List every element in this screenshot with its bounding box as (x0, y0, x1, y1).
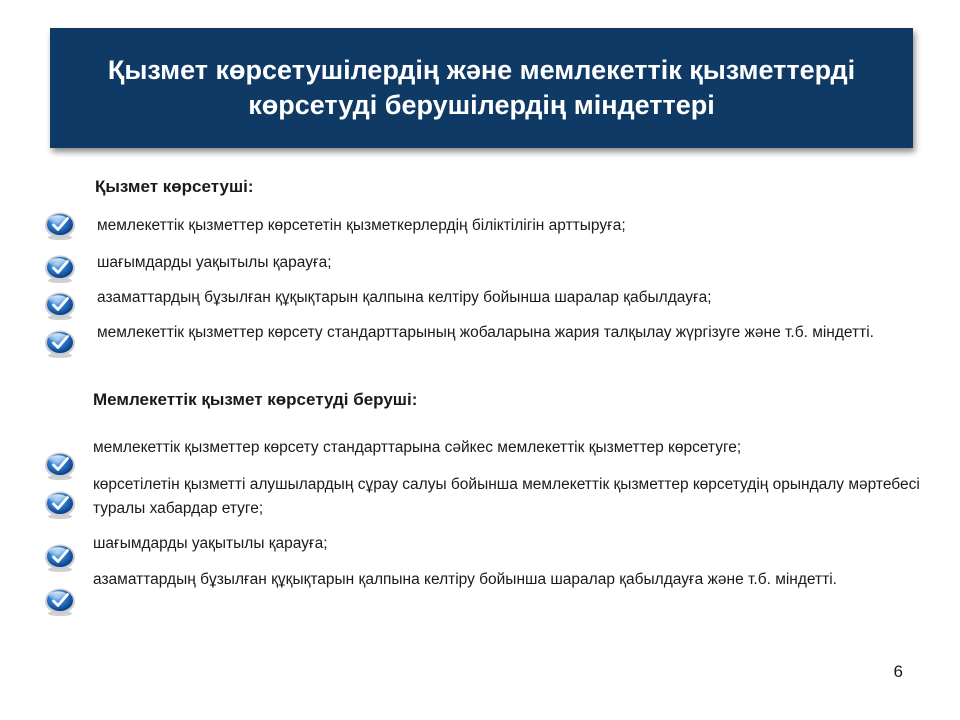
list-item: мемлекеттік қызметтер көрсету стандарттарына сәйкес мемлекеттік қызметтер көрсетуге; (93, 439, 742, 456)
list-item: азаматтардың бұзылған құқықтарын қалпына келтіру бойынша шаралар қабылдауға; (97, 289, 712, 306)
checkmark-icon (44, 289, 76, 321)
section-heading-service-provider: Қызмет көрсетуші: (95, 177, 254, 196)
list-item: шағымдарды уақытылы қарауға; (93, 535, 328, 552)
list-item: азаматтардың бұзылған құқықтарын қалпына келтіру бойынша шаралар қабылдауға және т.б. міндетті. (93, 571, 837, 588)
section-heading-provider-of-state-services: Мемлекеттік қызмет көрсетуді беруші: (93, 390, 418, 409)
checkmark-icon (44, 488, 76, 520)
title-banner (50, 28, 913, 148)
checkmark-icon (44, 585, 76, 617)
page-number: 6 (893, 662, 903, 681)
checkmark-icon (44, 209, 76, 241)
list-item: мемлекеттік қызметтер көрсету стандарттарының жобаларына жария талқылау жүргізуге және т.б. міндетті. (97, 324, 874, 341)
list-item: мемлекеттік қызметтер көрсететін қызметкерлердің біліктілігін арттыруға; (97, 217, 626, 234)
checkmark-icon (44, 327, 76, 359)
list-item: шағымдарды уақытылы қарауға; (97, 254, 332, 271)
slide-title: Қызмет көрсетушілердің және мемлекеттік қызметтерді көрсетуді берушілердің міндеттері (107, 55, 856, 120)
list-item: көрсетілетін қызметті алушылардың сұрау салуы бойынша мемлекеттік қызметтер көрсетудің орындалу мәртебесі туралы хабардар етуге; (93, 476, 920, 517)
checkmark-icon (44, 252, 76, 284)
checkmark-icon (44, 541, 76, 573)
checkmark-icon (44, 449, 76, 481)
